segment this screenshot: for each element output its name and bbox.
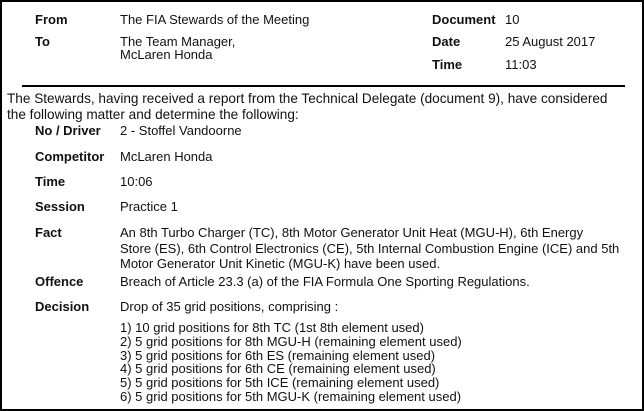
offence-value: Breach of Article 23.3 (a) of the FIA Formula One Sporting Regulations. bbox=[120, 274, 530, 289]
session-value: Practice 1 bbox=[120, 199, 178, 214]
date-value: 25 August 2017 bbox=[505, 34, 596, 49]
document-label: Document bbox=[432, 12, 496, 27]
decision-value: Drop of 35 grid positions, comprising : bbox=[120, 299, 339, 314]
decision-item: 6) 5 grid positions for 5th MGU-K (remaining element used) bbox=[120, 389, 462, 404]
fact-line: Store (ES), 6th Control Electronics (CE), 5th Internal Combustion Engine (ICE) and 5th bbox=[120, 241, 620, 256]
date-label: Date bbox=[432, 34, 461, 49]
document-value: 10 bbox=[505, 12, 520, 27]
to-label: To bbox=[35, 34, 50, 49]
decision-item: 4) 5 grid positions for 6th CE (remaining element used) bbox=[120, 361, 436, 376]
session-label: Session bbox=[35, 199, 85, 214]
decision-item: 2) 5 grid positions for 8th MGU-H (remaining element used) bbox=[120, 334, 462, 349]
driver-label: No / Driver bbox=[35, 123, 101, 138]
competitor-value: McLaren Honda bbox=[120, 149, 213, 164]
decision-item: 5) 5 grid positions for 5th ICE (remaining element used) bbox=[120, 375, 440, 390]
incident-time-value: 10:06 bbox=[120, 174, 153, 189]
to-value-line1: The Team Manager, bbox=[120, 34, 236, 49]
intro-line2: the following matter and determine the following: bbox=[7, 107, 299, 122]
time-value: 11:03 bbox=[505, 57, 537, 72]
header-divider bbox=[22, 85, 625, 87]
decision-label: Decision bbox=[35, 299, 90, 314]
from-value: The FIA Stewards of the Meeting bbox=[120, 12, 310, 27]
fact-label: Fact bbox=[35, 225, 62, 240]
decision-item: 1) 10 grid positions for 8th TC (1st 8th element used) bbox=[120, 320, 424, 335]
fact-line: Motor Generator Unit Kinetic (MGU-K) have been used. bbox=[120, 256, 441, 271]
time-label: Time bbox=[432, 57, 463, 72]
offence-label: Offence bbox=[35, 274, 84, 289]
intro-line1: The Stewards, having received a report from the Technical Delegate (document 9), have considered bbox=[7, 91, 608, 106]
fact-line: An 8th Turbo Charger (TC), 8th Motor Generator Unit Heat (MGU-H), 6th Energy bbox=[120, 225, 584, 240]
decision-item: 3) 5 grid positions for 6th ES (remaining element used) bbox=[120, 348, 436, 363]
to-value-line2: McLaren Honda bbox=[120, 47, 213, 62]
competitor-label: Competitor bbox=[35, 149, 105, 164]
driver-value: 2 - Stoffel Vandoorne bbox=[120, 123, 242, 138]
from-label: From bbox=[35, 12, 68, 27]
incident-time-label: Time bbox=[35, 174, 66, 189]
